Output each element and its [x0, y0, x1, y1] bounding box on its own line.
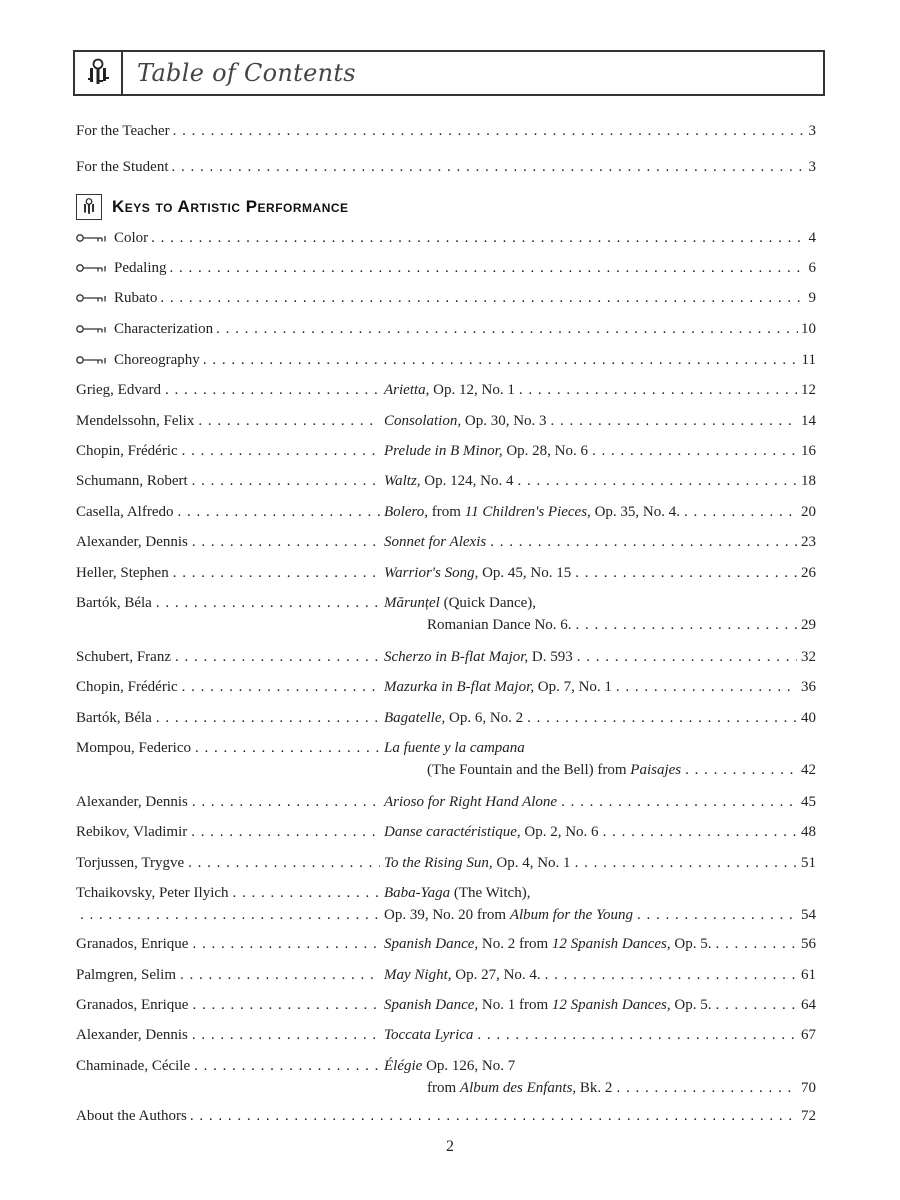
piece-subtitle-italic: Paisajes	[630, 762, 682, 778]
key-icon	[76, 290, 108, 308]
piece-title-text: D. 593	[528, 649, 573, 665]
composer-name: Mompou, Federico	[76, 740, 191, 756]
piece-title-text: Op. 7, No. 1	[534, 679, 612, 695]
dot-leader	[151, 229, 805, 247]
composer-cell	[76, 935, 384, 953]
piece-subtitle-text: (The Fountain and the Bell) from	[427, 762, 631, 778]
key-label-group	[76, 320, 213, 339]
toc-row-about[interactable]	[76, 1107, 816, 1125]
composer-cell	[76, 739, 384, 757]
page-title: Table of Contents	[137, 59, 356, 87]
toc-line	[76, 289, 816, 308]
toc-entry[interactable]	[76, 935, 816, 953]
piece-title	[384, 1057, 515, 1075]
toc-label: For the Student	[76, 159, 169, 175]
piece-title-italic: Spanish Dance,	[384, 997, 479, 1013]
piece-title-text: (Quick Dance),	[439, 595, 537, 611]
piece-title-text: Op. 2, No. 6	[520, 824, 599, 840]
piece-title-italic: Scherzo in B-flat Major,	[384, 649, 529, 665]
toc-page: 36	[801, 679, 816, 695]
dot-leader	[182, 442, 380, 460]
piece-cell	[384, 709, 816, 727]
dot-leader	[191, 823, 380, 841]
toc-label: About the Authors	[76, 1108, 187, 1124]
dot-leader	[192, 472, 380, 490]
toc-page: 14	[801, 413, 816, 429]
dot-leader	[685, 761, 797, 779]
piece-cell	[384, 935, 816, 953]
piece-title-text: Op. 45, No. 15	[478, 565, 572, 581]
piece-title-italic: Toccata Lyrica	[384, 1027, 474, 1043]
piece-title	[384, 709, 523, 727]
toc-page: 10	[801, 321, 816, 337]
piece-title	[384, 381, 515, 399]
piece-title	[384, 884, 530, 902]
composer-cell	[76, 854, 384, 872]
composer-cell	[76, 594, 384, 612]
key-icon	[76, 352, 108, 370]
dot-leader	[716, 935, 798, 953]
piece-title	[384, 412, 547, 430]
toc-entry[interactable]	[76, 966, 816, 984]
toc-label: Characterization	[114, 321, 214, 337]
key-icon	[76, 260, 108, 278]
piece-title-italic: Bagatelle,	[384, 710, 446, 726]
toc-line	[76, 229, 816, 248]
toc-page: 42	[801, 762, 816, 778]
toc-page: 26	[801, 565, 816, 581]
piece-title-italic: Arietta,	[384, 382, 430, 398]
piece-cell-line2	[427, 616, 816, 634]
piece-title-italic: Baba-Yaga	[384, 885, 451, 901]
piece-cell	[384, 793, 816, 811]
toc-page: 3	[808, 123, 816, 139]
piece-title-italic: Waltz,	[384, 473, 421, 489]
dot-leader	[192, 996, 380, 1014]
piece-title-text: from	[428, 504, 465, 520]
piece-title-text2: Op. 5.	[670, 936, 712, 952]
dot-leader	[188, 854, 380, 872]
composer-cell	[76, 503, 384, 521]
composer-cell	[76, 996, 384, 1014]
piece-title-text: Op. 6, No. 2	[445, 710, 524, 726]
toc-page: 67	[801, 1027, 816, 1043]
toc-entry[interactable]	[76, 533, 816, 551]
toc-page: 64	[801, 997, 816, 1013]
piece-title-text: Op. 28, No. 6	[502, 443, 589, 459]
dot-leader	[477, 1026, 797, 1044]
key-label-group	[76, 229, 148, 248]
toc-label: Color	[114, 230, 149, 246]
dot-leader	[177, 503, 380, 521]
dot-leader	[198, 412, 380, 430]
piece-title-italic: Spanish Dance,	[384, 936, 479, 952]
piece-title	[384, 793, 557, 811]
dot-leader	[173, 564, 380, 582]
piece-title-italic: Élégie	[384, 1058, 423, 1074]
dot-leader	[561, 793, 797, 811]
piece-collection-italic: 12 Spanish Dances,	[551, 997, 671, 1013]
piece-cell-line2	[427, 761, 816, 779]
piece-title	[384, 442, 588, 460]
piece-cell	[384, 648, 816, 666]
piece-title	[384, 594, 536, 612]
composer-cell	[76, 1026, 384, 1044]
piece-title-italic: Bolero,	[384, 504, 429, 520]
dot-leader	[172, 158, 806, 176]
toc-header	[73, 50, 825, 96]
toc-entry[interactable]	[76, 381, 816, 399]
piece-title-italic: La fuente y la campana	[384, 740, 525, 756]
piece-cell	[384, 1026, 816, 1044]
dot-leader	[192, 533, 380, 551]
toc-entry[interactable]	[76, 739, 816, 783]
dot-leader	[160, 289, 805, 307]
keyring-icon	[76, 194, 102, 220]
piece-cell	[384, 854, 816, 872]
piece-title	[384, 966, 541, 984]
dot-leader	[616, 678, 797, 696]
toc-line	[76, 320, 816, 339]
section-heading	[76, 194, 349, 220]
composer-name: Chopin, Frédéric	[76, 443, 178, 459]
composer-cell	[76, 884, 384, 902]
piece-cell	[384, 412, 816, 430]
dot-leader	[156, 594, 380, 612]
piece-title-text: No. 2 from	[478, 936, 552, 952]
dot-leader	[190, 1107, 798, 1125]
dot-leader	[519, 381, 797, 399]
piece-title-text: Op. 124, No. 4	[420, 473, 514, 489]
piece-title	[384, 472, 513, 490]
composer-cell	[76, 1057, 384, 1075]
key-row[interactable]	[76, 289, 816, 308]
piece-subtitle-italic: Album for the Young	[509, 907, 634, 923]
composer-name: Alexander, Dennis	[76, 1027, 188, 1043]
composer-name: Schumann, Robert	[76, 473, 188, 489]
piece-cell	[384, 678, 816, 696]
keyring-icon	[75, 52, 123, 94]
toc-page: 6	[808, 260, 816, 276]
piece-title-italic: May Night,	[384, 967, 452, 983]
piece-title	[384, 1026, 473, 1044]
piece-subtitle-tail: Bk. 2	[576, 1080, 613, 1096]
toc-page: 23	[801, 534, 816, 550]
toc-entry[interactable]	[76, 412, 816, 430]
toc-page: 3	[808, 159, 816, 175]
composer-cell	[76, 412, 384, 430]
toc-row-teacher[interactable]	[76, 122, 816, 140]
toc-entry[interactable]	[76, 472, 816, 490]
piece-title-italic: Consolation,	[384, 413, 462, 429]
key-row[interactable]	[76, 351, 816, 370]
toc-entry[interactable]	[76, 594, 816, 638]
dot-leader	[545, 966, 797, 984]
composer-cell	[76, 564, 384, 582]
piece-subtitle	[427, 1079, 612, 1097]
dot-leader	[603, 823, 797, 841]
composer-cell	[76, 966, 384, 984]
toc-label: Choreography	[114, 352, 200, 368]
piece-cell	[384, 564, 816, 582]
toc-entry[interactable]	[76, 442, 816, 460]
dot-leader	[175, 648, 380, 666]
toc-page: 32	[801, 649, 816, 665]
dot-leader	[551, 412, 797, 430]
piece-cell	[384, 884, 816, 902]
piece-subtitle-text: from	[427, 1080, 460, 1096]
dot-leader	[576, 616, 797, 634]
toc-entry[interactable]	[76, 678, 816, 696]
composer-name: Grieg, Edvard	[76, 382, 161, 398]
dot-leader	[192, 793, 380, 811]
composer-cell	[76, 472, 384, 490]
piece-title-italic: Arioso for Right Hand Alone	[384, 794, 558, 810]
piece-title-text: (The Witch),	[450, 885, 531, 901]
toc-line	[76, 351, 816, 370]
composer-name: Rebikov, Vladimir	[76, 824, 188, 840]
key-icon	[76, 230, 108, 248]
piece-cell	[384, 503, 816, 521]
dot-leader	[182, 678, 380, 696]
composer-name: Casella, Alfredo	[76, 504, 174, 520]
key-row[interactable]	[76, 320, 816, 339]
piece-title-italic: Mazurka in B-flat Major,	[384, 679, 534, 695]
toc-page: 16	[801, 443, 816, 459]
toc-entry[interactable]	[76, 854, 816, 872]
composer-name: Tchaikovsky, Peter Ilyich	[76, 885, 229, 901]
dot-leader	[216, 320, 798, 338]
piece-title	[384, 739, 525, 757]
dot-leader	[203, 351, 799, 369]
piece-title	[384, 503, 680, 521]
piece-cell	[384, 823, 816, 841]
toc-page: 72	[801, 1108, 816, 1124]
piece-title	[384, 996, 712, 1014]
dot-leader	[684, 503, 797, 521]
piece-title-text: Op. 30, No. 3	[461, 413, 547, 429]
dot-leader	[195, 739, 380, 757]
toc-entry[interactable]	[76, 1057, 816, 1101]
composer-name: Schubert, Franz	[76, 649, 171, 665]
toc-page: 20	[801, 504, 816, 520]
piece-title	[384, 648, 573, 666]
composer-name: Alexander, Dennis	[76, 534, 188, 550]
dot-leader	[156, 709, 380, 727]
piece-title-text: Op. 12, No. 1	[429, 382, 515, 398]
toc-page: 40	[801, 710, 816, 726]
dot-leader	[527, 709, 797, 727]
toc-entry[interactable]	[76, 1026, 816, 1044]
piece-title-text: No. 1 from	[478, 997, 552, 1013]
toc-page: 4	[808, 230, 816, 246]
key-label-group	[76, 289, 157, 308]
piece-subtitle-text: Op. 39, No. 20 from	[384, 907, 510, 923]
toc-page: 45	[801, 794, 816, 810]
piece-title-text2: Op. 5.	[670, 997, 712, 1013]
dot-leader	[577, 648, 797, 666]
composer-name: Bartók, Béla	[76, 710, 152, 726]
piece-title-text: Op. 126, No. 7	[422, 1058, 516, 1074]
dot-leader	[192, 1026, 380, 1044]
piece-subtitle	[427, 761, 681, 779]
toc-page: 12	[801, 382, 816, 398]
piece-title-italic: To the Rising Sun,	[384, 855, 493, 871]
piece-title-text: Op. 27, No. 4.	[451, 967, 541, 983]
section-title: Keys to Artistic Performance	[112, 197, 349, 216]
piece-title-italic: Prelude in B Minor,	[384, 443, 503, 459]
dot-leader	[490, 533, 797, 551]
piece-title	[384, 854, 571, 872]
dot-leader	[575, 854, 797, 872]
piece-title-italic: Warrior's Song,	[384, 565, 479, 581]
dot-leader	[165, 381, 380, 399]
composer-name: Granados, Enrique	[76, 936, 189, 952]
key-row[interactable]	[76, 229, 816, 248]
composer-name: Palmgren, Selim	[76, 967, 176, 983]
composer-cell-continued	[76, 906, 384, 924]
toc-entry[interactable]	[76, 793, 816, 811]
piece-subtitle-italic: Album des Enfants,	[459, 1080, 577, 1096]
piece-cell	[384, 966, 816, 984]
toc-entry[interactable]	[76, 648, 816, 666]
piece-collection-italic: 11 Children's Pieces,	[464, 504, 591, 520]
dot-leader	[192, 935, 380, 953]
piece-title	[384, 823, 599, 841]
dot-leader	[616, 1079, 797, 1097]
composer-cell	[76, 823, 384, 841]
page-number: 2	[446, 1138, 454, 1155]
dot-leader	[592, 442, 797, 460]
composer-name: Bartók, Béla	[76, 595, 152, 611]
dot-leader	[80, 906, 380, 924]
piece-cell	[384, 472, 816, 490]
piece-cell	[384, 442, 816, 460]
composer-cell	[76, 381, 384, 399]
piece-collection-italic: 12 Spanish Dances,	[551, 936, 671, 952]
dot-leader	[575, 564, 797, 582]
toc-entry[interactable]	[76, 823, 816, 841]
toc-row-student[interactable]	[76, 158, 816, 176]
toc-label: Rubato	[114, 290, 158, 306]
composer-cell	[76, 648, 384, 666]
dot-leader	[716, 996, 798, 1014]
toc-page: 29	[801, 617, 816, 633]
composer-cell	[76, 678, 384, 696]
composer-cell	[76, 442, 384, 460]
composer-name: Heller, Stephen	[76, 565, 169, 581]
composer-name: Alexander, Dennis	[76, 794, 188, 810]
toc-page: 48	[801, 824, 816, 840]
toc-page: 61	[801, 967, 816, 983]
composer-cell	[76, 533, 384, 551]
piece-title-italic: Sonnet for Alexis	[384, 534, 487, 550]
piece-cell-line2	[427, 1079, 816, 1097]
dot-leader	[170, 259, 806, 277]
dot-leader	[233, 884, 380, 902]
toc-entry[interactable]	[76, 884, 816, 928]
composer-cell	[76, 793, 384, 811]
key-label-group	[76, 259, 167, 278]
piece-title-italic: Danse caractéristique,	[384, 824, 521, 840]
toc-page: 70	[801, 1080, 816, 1096]
piece-subtitle	[384, 906, 633, 924]
toc-label: For the Teacher	[76, 123, 170, 139]
key-label-group	[76, 351, 200, 370]
composer-name: Granados, Enrique	[76, 997, 189, 1013]
piece-subtitle-text: Romanian Dance No. 6.	[427, 617, 572, 633]
toc-page: 54	[801, 907, 816, 923]
piece-subtitle	[427, 616, 572, 634]
piece-cell	[384, 996, 816, 1014]
piece-cell	[384, 1057, 816, 1075]
composer-name: Chaminade, Cécile	[76, 1058, 191, 1074]
dot-leader	[517, 472, 797, 490]
dot-leader	[180, 966, 380, 984]
piece-title	[384, 678, 612, 696]
piece-title	[384, 564, 571, 582]
toc-page: 11	[801, 352, 816, 368]
piece-title	[384, 935, 712, 953]
composer-name: Chopin, Frédéric	[76, 679, 178, 695]
toc-page: 18	[801, 473, 816, 489]
piece-title	[384, 533, 486, 551]
toc-entry[interactable]	[76, 709, 816, 727]
toc-page: 9	[808, 290, 816, 306]
toc-entry[interactable]	[76, 564, 816, 582]
piece-cell	[384, 739, 816, 757]
composer-cell	[76, 709, 384, 727]
toc-line	[76, 259, 816, 278]
piece-cell-line2	[384, 906, 816, 924]
piece-title-italic: Mărunțel	[384, 595, 440, 611]
dot-leader	[637, 906, 797, 924]
piece-title-text: Op. 4, No. 1	[492, 855, 571, 871]
piece-cell	[384, 594, 816, 612]
key-row[interactable]	[76, 259, 816, 278]
toc-page: 56	[801, 936, 816, 952]
composer-name: Torjussen, Trygve	[76, 855, 185, 871]
toc-page: 51	[801, 855, 816, 871]
toc-label: Pedaling	[114, 260, 167, 276]
dot-leader	[173, 122, 806, 140]
key-icon	[76, 321, 108, 339]
dot-leader	[194, 1057, 380, 1075]
piece-cell	[384, 381, 816, 399]
toc-entry[interactable]	[76, 503, 816, 521]
toc-entry[interactable]	[76, 996, 816, 1014]
piece-cell	[384, 533, 816, 551]
composer-name: Mendelssohn, Felix	[76, 413, 195, 429]
piece-title-text2: Op. 35, No. 4.	[590, 504, 680, 520]
